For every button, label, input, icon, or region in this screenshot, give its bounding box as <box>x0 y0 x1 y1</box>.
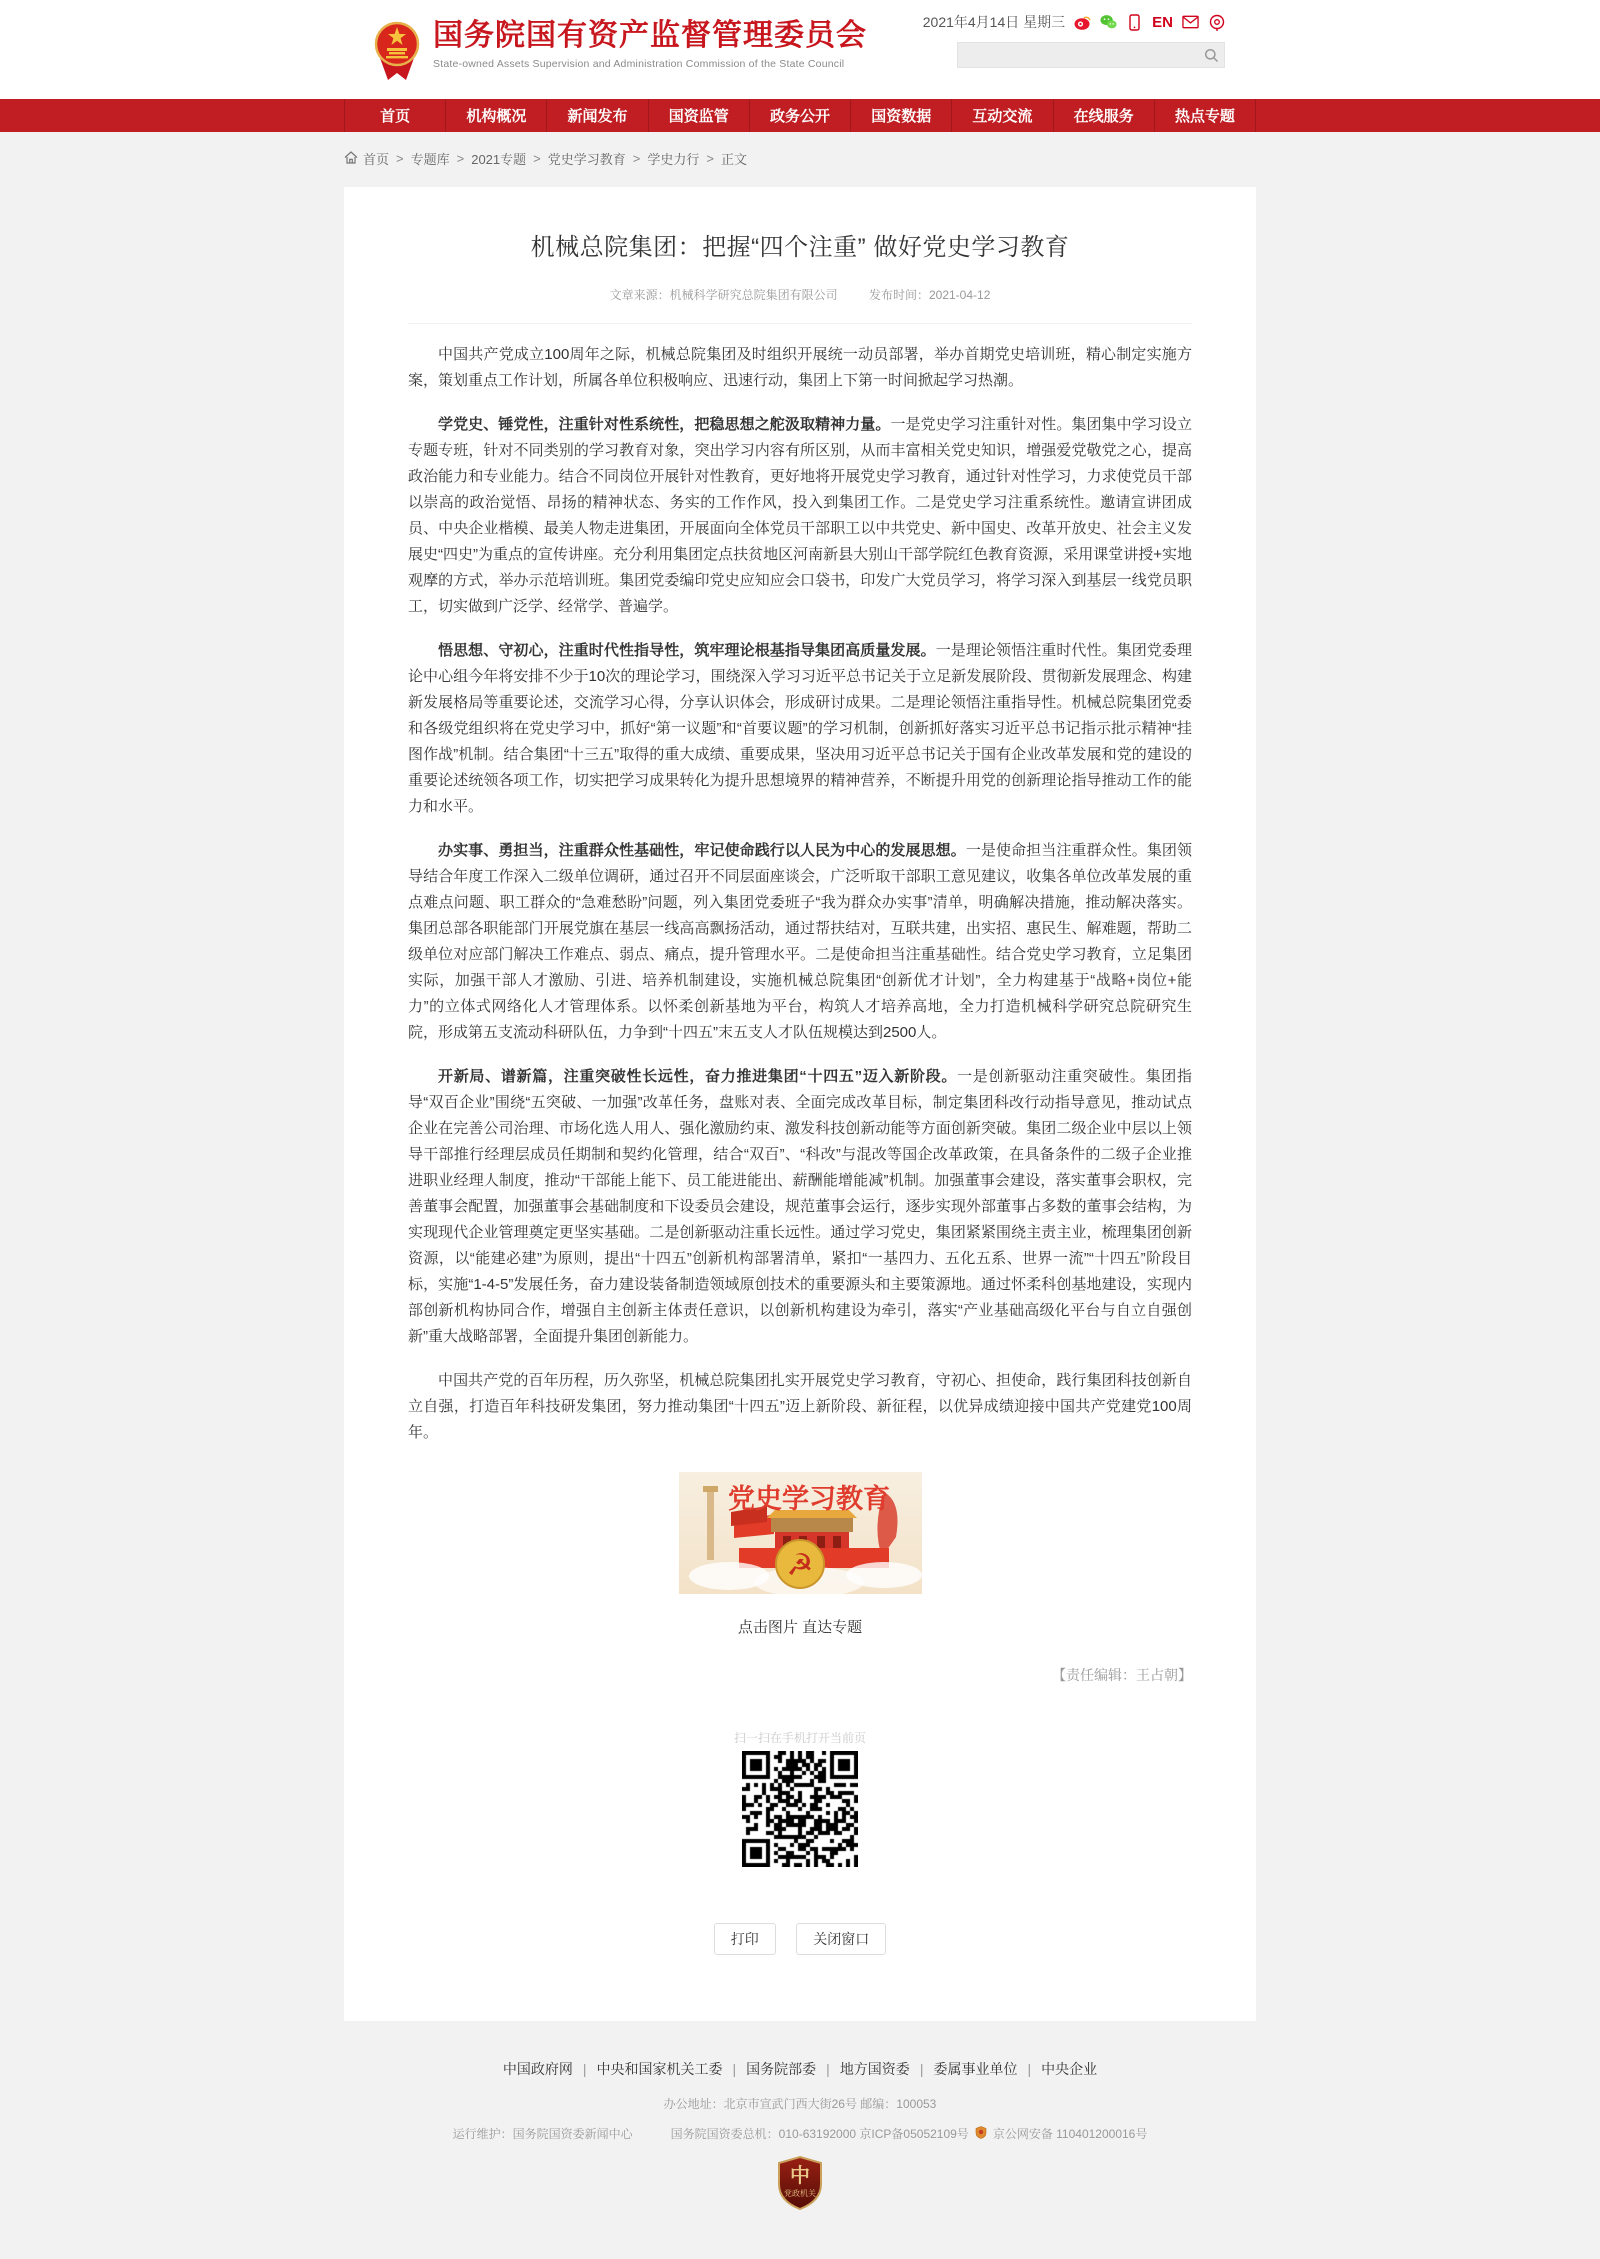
police-badge-icon <box>975 2126 987 2142</box>
breadcrumb-separator: > <box>456 151 465 166</box>
weibo-icon[interactable] <box>1074 14 1091 31</box>
search-box <box>957 42 1225 68</box>
national-emblem-icon <box>374 18 420 87</box>
mail-icon[interactable] <box>1182 14 1199 31</box>
paragraph: 中国共产党成立100周年之际，机械总院集团及时组织开展统一动员部署，举办首期党史培训班，精心制定实施方案，策划重点工作计划，所属各单位积极响应、迅速行动，集团上下第一时间掀起学习热潮。 <box>408 346 1192 389</box>
nav-item-home[interactable]: 首页 <box>344 99 445 132</box>
footer-maintainer: 运行维护：国务院国资委新闻中心 <box>452 2127 633 2141</box>
breadcrumb-home[interactable]: 首页 <box>344 149 389 168</box>
svg-text:☭: ☭ <box>786 1549 813 1582</box>
qr-section <box>408 1729 1192 1867</box>
nav-item-gov-open[interactable]: 政务公开 <box>749 99 850 132</box>
article-meta <box>408 286 1192 324</box>
footer-link-central-soe[interactable]: 中央企业 <box>1041 2061 1098 2077</box>
mobile-icon[interactable] <box>1126 14 1143 31</box>
share-pin-icon[interactable] <box>1208 14 1225 31</box>
article-card <box>344 187 1256 2021</box>
svg-text:中: 中 <box>790 2165 810 2187</box>
breadcrumb-separator: > <box>632 151 641 166</box>
footer-maintenance <box>0 2125 1600 2142</box>
footer-link-govcn[interactable]: 中国政府网 <box>502 2061 573 2077</box>
editor-credit: 【责任编辑：王占朝】 <box>1052 1667 1192 1683</box>
qr-hint-text: 扫一扫在手机打开当前页 <box>733 1731 866 1745</box>
nav-item-interaction[interactable]: 互动交流 <box>951 99 1052 132</box>
close-window-button[interactable]: 关闭窗口 <box>796 1923 886 1955</box>
footer-address: 办公地址：北京市宣武门西大街26号 邮编：100053 <box>663 2097 937 2111</box>
nav-item-services[interactable]: 在线服务 <box>1053 99 1154 132</box>
nav-item-data[interactable]: 国资数据 <box>850 99 951 132</box>
nav-item-about[interactable]: 机构概况 <box>445 99 546 132</box>
footer-link-ministries[interactable]: 国务院部委 <box>746 2061 817 2077</box>
footer-link-central-organs[interactable]: 中央和国家机关工委 <box>596 2061 723 2077</box>
article-title: 机械总院集团：把握“四个注重” 做好党史学习教育 <box>530 234 1070 261</box>
article-publish-date: 发布时间：2021-04-12 <box>868 288 991 302</box>
footer-link-institutions[interactable]: 委属事业单位 <box>933 2061 1018 2077</box>
print-button[interactable]: 打印 <box>714 1923 776 1955</box>
nav-item-topics[interactable]: 热点专题 <box>1154 99 1256 132</box>
paragraph: 中国共产党的百年历程，历久弥坚，机械总院集团扎实开展党史学习教育，守初心、担使命，践行集团科技创新自立自强，打造百年科技研发集团，努力推动集团“十四五”迈上新阶段、新征程，以优异成绩迎接中国共产党建党100周年。 <box>408 1372 1192 1441</box>
current-date: 2021年4月14日 星期三 <box>922 14 1066 30</box>
search-input[interactable] <box>958 44 1198 66</box>
breadcrumb-party-history[interactable]: 党史学习教育 <box>547 152 626 167</box>
breadcrumb-topic-lib[interactable]: 专题库 <box>410 152 450 167</box>
en-language-link[interactable]: EN <box>1152 13 1173 31</box>
breadcrumb-separator: > <box>396 151 404 166</box>
footer-link-local-sasac[interactable]: 地方国资委 <box>839 2061 910 2077</box>
svg-text:党政机关: 党政机关 <box>784 2189 816 2198</box>
image-caption: 点击图片 直达专题 <box>737 1619 863 1636</box>
svg-text:党史学习教育: 党史学习教育 <box>727 1484 890 1514</box>
breadcrumb-2021-topics[interactable]: 2021专题 <box>471 152 527 167</box>
footer-phone-icp: 国务院国资委总机：010-63192000 京ICP备05052109号 <box>670 2127 969 2141</box>
nav-item-supervision[interactable]: 国资监管 <box>648 99 749 132</box>
party-history-banner-image[interactable] <box>679 1472 922 1594</box>
main-nav <box>0 99 1600 132</box>
wechat-icon[interactable] <box>1100 14 1117 31</box>
paragraph: 开新局、谱新篇，注重突破性长远性，奋力推进集团“十四五”迈入新阶段。一是创新驱动注重突破性。集团指导“双百企业”围绕“五突破、一加强”改革任务，盘账对表、全面完成改革目标，制定集团科改行动指导意见，推动试点企业在完善公司治理、市场化选人用人、强化激励约束、激发科技创新动能等方面创新突破。集团二级企业中层以上领导干部推行经理层成员任期制和契约化管理，结合“双百”、“科改”与混改等国企改革政策，在具备条件的二级子企业推进职业经理人制度，推动“干部能上能下、员工能进能出、薪酬能增能减”机制。加强董事会建设，落实董事会职权，完善董事会配置，加强董事会基础制度和下设委员会建设，规范董事会运行，逐步实现外部董事占多数的董事会结构，为实现现代企业管理奠定更坚实基础。二是创新驱动注重长远性。通过学习党史，集团紧紧围绕主责主业，梳理集团创新资源，以“能建必建”为原则，提出“十四五”创新机构部署清单，紧扣“一基四力、五化五系、世界一流”“十四五”阶段目标，实施“1-4-5”发展任务，奋力建设装备制造领域原创技术的重要源头和主要策源地。通过怀柔科创基地建设，实现内部创新机构协同合作，增强自主创新主体责任意识，以创新机构建设为牵引，落实“产业基础高级化平台与自立自强创新”重大战略部署，全面提升集团创新能力。 <box>408 1068 1192 1345</box>
article-actions <box>408 1923 1192 1955</box>
breadcrumb-study-practice[interactable]: 学史力行 <box>647 152 700 167</box>
paragraph: 学党史、锤党性，注重针对性系统性，把稳思想之舵汲取精神力量。一是党史学习注重针对性。集团集中学习设立专题专班，针对不同类别的学习教育对象，突出学习内容有所区别，从而丰富相关党史知识，增强爱党敬党之心，提高政治能力和专业能力。结合不同岗位开展针对性教育，更好地将开展党史学习教育，通过针对性学习，力求使党员干部以崇高的政治觉悟、昂扬的精神状态、务实的工作作风，投入到集团工作。二是党史学习注重系统性。邀请宣讲团成员、中央企业楷模、最美人物走进集团，开展面向全体党员干部职工以中共党史、新中国史、改革开放史、社会主义发展史“四史”为重点的宣传讲座。充分利用集团定点扶贫地区河南新县大别山干部学院红色教育资源，采用课堂讲授+实地观摩的方式，举办示范培训班。集团党委编印党史应知应会口袋书，印发广大党员学习，将学习深入到基层一线党员职工，切实做到广泛学、经常学、普遍学。 <box>408 416 1192 615</box>
site-logo[interactable] <box>374 18 867 87</box>
qr-code <box>742 1751 858 1867</box>
footer-police-record[interactable]: 京公网安备 110401200016号 <box>992 2127 1148 2141</box>
paragraph: 办实事、勇担当，注重群众性基础性，牢记使命践行以人民为中心的发展思想。一是使命担当注重群众性。集团领导结合年度工作深入二级单位调研，通过召开不同层面座谈会，广泛听取干部职工意见建议，收集各单位改革发展的重点难点问题、职工群众的“急难愁盼”问题，列入集团党委班子“我为群众办实事”清单，明确解决措施，推动解决落实。集团总部各职能部门开展党旗在基层一线高高飘扬活动，通过帮扶结对，互联共建，出实招、惠民生、解难题，帮助二级单位对应部门解决工作难点、弱点、痛点，提升管理水平。二是使命担当注重基础性。结合党史学习教育，立足集团实际，加强干部人才激励、引进、培养机制建设，实施机械总院集团“创新优才计划”，全力构建基于“战略+岗位+能力”的立体式网络化人才管理体系。以怀柔创新基地为平台，构筑人才培养高地，全力打造机械科学研究总院研究生院，形成第五支流动科研队伍，力争到“十四五”末五支人才队伍规模达到2500人。 <box>408 842 1192 1041</box>
article-source: 文章来源：机械科学研究总院集团有限公司 <box>609 288 838 302</box>
nav-item-news[interactable]: 新闻发布 <box>546 99 647 132</box>
search-icon[interactable] <box>1198 43 1224 67</box>
footer-links: 中国政府网 | 中央和国家机关工委 | 国务院部委 | 地方国资委 | 委属事业单位 | 中央企业 <box>502 2061 1098 2077</box>
header-utility-bar <box>923 12 1225 32</box>
site-title-en: State-owned Assets Supervision and Administration Commission of the State Council <box>433 58 845 70</box>
paragraph: 悟思想、守初心，注重时代性指导性，筑牢理论根基指导集团高质量发展。一是理论领悟注重时代性。集团党委理论中心组今年将安排不少于10次的理论学习，围绕深入学习习近平总书记关于立足新发展阶段、贯彻新发展理念、构建新发展格局等重要论述，交流学习心得，分享认识体会，形成研讨成果。二是理论领悟注重指导性。机械总院集团党委和各级党组织将在党史学习中，抓好“第一议题”和“首要议题”的学习机制，创新抓好落实习近平总书记指示批示精神“挂图作战”机制。结合集团“十三五”取得的重大成绩、重要成果，坚决用习近平总书记关于国有企业改革发展和党的建设的重要论述统领各项工作，切实把学习成果转化为提升思想境界的精神营养，不断提升用党的创新理论指导推动工作的能力和水平。 <box>408 642 1192 815</box>
article-body <box>408 342 1192 1446</box>
home-icon <box>344 151 358 167</box>
site-header <box>0 0 1600 99</box>
breadcrumb-separator: > <box>706 151 714 166</box>
site-title: 国务院国有资产监督管理委员会 <box>433 19 867 52</box>
party-gov-badge[interactable] <box>776 2156 824 2215</box>
breadcrumb-separator: > <box>533 151 541 166</box>
breadcrumb-current: 正文 <box>720 152 747 167</box>
site-footer <box>0 2059 1600 2259</box>
breadcrumb <box>344 132 1256 181</box>
